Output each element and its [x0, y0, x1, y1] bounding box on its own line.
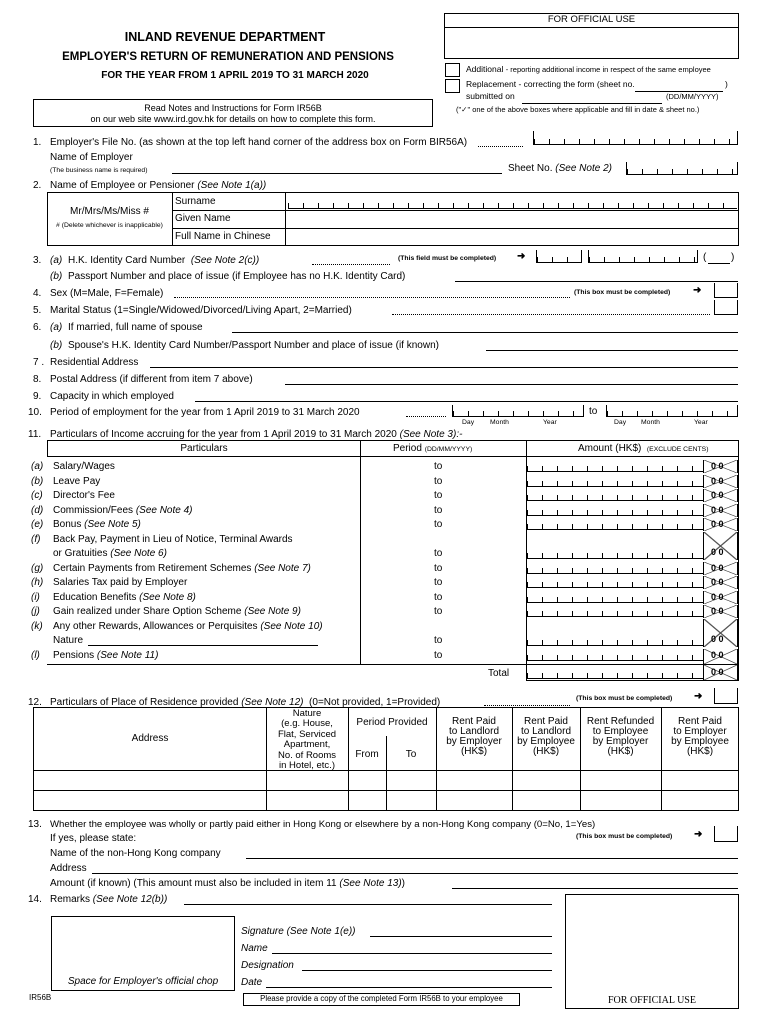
if-yes-label: If yes, please state:: [50, 833, 137, 844]
item5-label: Marital Status (1=Single/Widowed/Divorced/Living Apart, 2=Married): [50, 305, 352, 316]
cents-text: 0 0: [711, 476, 724, 486]
row-d-to: to: [434, 505, 443, 516]
cents-text: 0 0: [711, 519, 724, 529]
item14-label: Remarks (See Note 12(b)): [50, 894, 168, 905]
chinese-name-field[interactable]: [288, 229, 737, 245]
item2-label: Name of Employee or Pensioner (See Note 1(a)): [50, 180, 267, 191]
row-c-label: Director's Fee: [53, 490, 115, 501]
item12-dots: [484, 705, 570, 706]
row-a-to: to: [434, 461, 443, 472]
to-label: to: [589, 406, 598, 417]
row-b-label: Leave Pay: [53, 476, 101, 487]
employer-name-label: Name of Employer: [50, 152, 133, 163]
col-particulars: Particulars: [180, 443, 228, 454]
row-g-label: Certain Payments from Retirement Schemes (See Note 7): [53, 563, 311, 574]
row-f-amount[interactable]: [527, 547, 703, 559]
row-e-letter: (e): [31, 519, 44, 530]
row-g-letter: (g): [31, 563, 44, 574]
row-b-to: to: [434, 476, 443, 487]
residential-address-line[interactable]: [150, 367, 738, 368]
form-code: IR56B: [29, 993, 52, 1002]
designation-line[interactable]: [302, 970, 552, 971]
cents-text: 0 0: [711, 461, 724, 471]
spouse-id-line[interactable]: [486, 350, 738, 351]
item12-number: 12.: [28, 697, 42, 708]
row-k-label: Any other Rewards, Allowances or Perquisites (See Note 10): [53, 621, 323, 632]
row-i-amount[interactable]: [527, 591, 703, 603]
row-e-cents: [703, 518, 738, 531]
row-b-cents: [703, 475, 738, 488]
row-f-to: to: [434, 548, 443, 559]
arrow-right-icon: ➜: [693, 285, 702, 296]
company-address-line[interactable]: [92, 873, 738, 874]
item5-dots: [392, 314, 710, 315]
replacement-label: Replacement - correcting the form (sheet no.: [466, 79, 635, 89]
row-a-label: Salary/Wages: [53, 461, 115, 472]
row-i-to: to: [434, 592, 443, 603]
non-hk-company-field[interactable]: [714, 826, 738, 842]
item9-label: Capacity in which employed: [50, 391, 174, 402]
item3a-label: H.K. Identity Card Number (See Note 2(c)): [68, 255, 260, 266]
hkid-close: ): [731, 252, 735, 263]
item5-number: 5.: [33, 305, 42, 316]
business-name-note: (The business name is required): [50, 167, 148, 174]
item3a-must: (This field must be completed): [398, 255, 497, 262]
item9-number: 9.: [33, 391, 42, 402]
month-label: Month: [490, 419, 509, 426]
year-label: Year: [543, 419, 557, 426]
item6b-label: Spouse's H.K. Identity Card Number/Passport Number and place of issue (if known): [68, 340, 439, 351]
item2-number: 2.: [33, 180, 42, 191]
row-f-label2: or Gratuities (See Note 6): [53, 548, 167, 559]
item3-number: 3.: [33, 255, 42, 266]
item1-dots: [478, 146, 523, 147]
department-name: INLAND REVENUE DEPARTMENT: [124, 30, 326, 44]
cents-text: 0 0: [711, 577, 724, 587]
col-from: From: [355, 749, 379, 760]
item3b-letter: (b): [50, 271, 63, 282]
row-f-letter: (f): [31, 534, 41, 545]
residence-provided-field[interactable]: [714, 688, 738, 704]
row-e-label: Bonus (See Note 5): [53, 519, 141, 530]
col-rent-landlord-employer: Rent Paid to Landlord by Employer (HK$): [446, 716, 502, 757]
item3b-label: Passport Number and place of issue (if Employee has no H.K. Identity Card): [68, 271, 406, 282]
notes-line1: Read Notes and Instructions for Form IR56B: [144, 103, 322, 113]
item7-label: Residential Address: [50, 357, 139, 368]
row-d-cents: [703, 504, 738, 517]
item12-label: Particulars of Place of Residence provided (See Note 12) (0=Not provided, 1=Provided): [50, 697, 441, 708]
hkid-number-field[interactable]: [588, 250, 698, 263]
row-l-to: to: [434, 650, 443, 661]
submitted-on-line[interactable]: [522, 103, 662, 104]
row-c-to: to: [434, 490, 443, 501]
item6-number: 6.: [33, 322, 42, 333]
row-f-label: Back Pay, Payment in Lieu of Notice, Terminal Awards: [53, 534, 293, 545]
row-e-to: to: [434, 519, 443, 530]
row-d-label: Commission/Fees (See Note 4): [53, 505, 193, 516]
name-line[interactable]: [272, 953, 552, 954]
cents-text: 0 0: [711, 667, 724, 677]
item1-label: Employer's File No. (as shown at the top left hand corner of the address box on Form BIR56A): [50, 137, 468, 148]
row-k-nature: Nature: [53, 635, 84, 646]
replacement-close: ): [725, 79, 728, 89]
item8-number: 8.: [33, 374, 42, 385]
row-a-amount[interactable]: [527, 460, 703, 472]
capacity-line[interactable]: [195, 401, 738, 402]
form-title: EMPLOYER'S RETURN OF REMUNERATION AND PENSIONS: [62, 51, 394, 63]
month-label: Month: [641, 419, 660, 426]
arrow-right-icon: ➜: [517, 251, 526, 262]
income-table-header-bottom: [47, 456, 739, 457]
signature-label: Signature (See Note 1(e)): [241, 926, 356, 937]
additional-checkbox[interactable]: [445, 63, 460, 77]
surname-field[interactable]: [288, 196, 737, 209]
row-l-cents: [703, 649, 738, 664]
item11-label: Particulars of Income accruing for the year from 1 April 2019 to 31 March 2020 (See Note 3):-: [50, 429, 463, 440]
row-d-letter: (d): [31, 505, 44, 516]
item4-number: 4.: [33, 288, 42, 299]
official-use-box-bottom: [565, 894, 739, 1009]
item4-must: (This box must be completed): [574, 289, 671, 296]
official-use-bottom-label: FOR OFFICIAL USE: [608, 995, 696, 1006]
notes-line2: on our web site www.ird.gov.hk for details on how to complete this form.: [90, 114, 376, 124]
employment-start-field[interactable]: [452, 405, 584, 417]
total-label: Total: [488, 668, 510, 679]
year-line: FOR THE YEAR FROM 1 APRIL 2019 TO 31 MARCH 2020: [101, 70, 369, 81]
row-k-letter: (k): [31, 621, 43, 632]
row-j-label: Gain realized under Share Option Scheme (See Note 9): [53, 606, 301, 617]
item6b-letter: (b): [50, 340, 63, 351]
employer-file-no-field[interactable]: [533, 131, 738, 145]
company-name-line[interactable]: [246, 858, 738, 859]
income-table-bottom: [47, 664, 739, 665]
total-cents: [703, 665, 738, 680]
item3a-dots: [312, 264, 390, 265]
name-label: Name: [241, 943, 268, 954]
passport-line[interactable]: [455, 281, 738, 282]
row-e-amount[interactable]: [527, 518, 703, 530]
official-use-label: FOR OFFICIAL USE: [547, 14, 636, 25]
employer-chop-box[interactable]: [51, 916, 235, 991]
row-g-cents: [703, 562, 738, 575]
row-j-letter: (j): [31, 606, 40, 617]
item14-number: 14.: [28, 894, 42, 905]
hkid-open: (: [703, 252, 707, 263]
item4-dots: [174, 297, 570, 298]
date-line[interactable]: [266, 987, 552, 988]
tick-note: ("✓" one of the above boxes where applicable and fill in date & sheet no.): [456, 105, 700, 114]
sex-field[interactable]: [714, 283, 738, 298]
row-a-cents: [703, 460, 738, 473]
date-label: Date: [241, 977, 263, 988]
item3a-letter: (a): [50, 255, 63, 266]
replacement-checkbox[interactable]: [445, 79, 460, 93]
row-i-cents: [703, 591, 738, 604]
row-j-cents: [703, 605, 738, 618]
cents-text: 0 0: [711, 634, 724, 644]
income-table-top: [47, 440, 739, 441]
title-label: Mr/Mrs/Ms/Miss #: [70, 206, 149, 217]
date-format: (DD/MM/YYYY): [666, 92, 719, 101]
nature-line[interactable]: [88, 645, 318, 646]
col-nature: Nature (e.g. House, Flat, Serviced Apartment, No. of Rooms in Hotel, etc.): [277, 708, 337, 772]
cents-text: 0 0: [711, 547, 724, 557]
row-h-amount[interactable]: [527, 576, 703, 588]
arrow-right-icon: ➜: [694, 691, 703, 702]
employment-end-field[interactable]: [606, 405, 738, 417]
official-use-header: [445, 14, 738, 28]
col-to: To: [405, 749, 417, 760]
notes-box: [33, 99, 433, 127]
item11-number: 11.: [28, 429, 42, 440]
designation-label: Designation: [241, 960, 294, 971]
official-use-box-top: [444, 13, 739, 59]
surname-label: Surname: [175, 196, 216, 207]
year-label: Year: [694, 419, 708, 426]
item6a-label: If married, full name of spouse: [68, 322, 203, 333]
row-d-amount[interactable]: [527, 504, 703, 516]
row-k-cents: [703, 619, 738, 647]
row-h-to: to: [434, 577, 443, 588]
item7-number: 7 .: [33, 357, 45, 368]
row-i-label: Education Benefits (See Note 8): [53, 592, 196, 603]
item13-label: Whether the employee was wholly or partly paid either in Hong Kong or elsewhere by a non-Hong Kong company (0=No, 1=Yes): [50, 819, 596, 830]
item6a-letter: (a): [50, 322, 63, 333]
marital-status-field[interactable]: [714, 300, 738, 315]
chinese-name-label: Full Name in Chinese: [175, 231, 271, 242]
item13-must: (This box must be completed): [576, 833, 673, 840]
company-name-label: Name of the non-Hong Kong company: [50, 848, 221, 859]
submitted-on-label: submitted on: [466, 91, 515, 101]
spouse-name-line[interactable]: [232, 332, 738, 333]
postal-address-line[interactable]: [285, 384, 738, 385]
col-period: Period (DD/MM/YYYY): [393, 443, 473, 454]
item10-number: 10.: [28, 407, 42, 418]
row-h-letter: (h): [31, 577, 44, 588]
additional-label: Additional - reporting additional income in respect of the same employee: [466, 64, 711, 74]
total-amount[interactable]: [527, 667, 703, 679]
row-f-cents: [703, 532, 738, 560]
row-k-to: to: [434, 635, 443, 646]
day-label: Day: [462, 419, 475, 426]
row-j-to: to: [434, 606, 443, 617]
row-j-amount[interactable]: [527, 605, 703, 617]
row-i-letter: (i): [31, 592, 40, 603]
given-name-field[interactable]: [288, 211, 737, 227]
row-c-cents: [703, 489, 738, 502]
cents-text: 0 0: [711, 606, 724, 616]
row-l-label: Pensions (See Note 11): [53, 650, 159, 661]
row-g-to: to: [434, 563, 443, 574]
company-address-label: Address: [50, 863, 87, 874]
title-note: # (Delete whichever is inapplicable): [56, 222, 163, 229]
cents-text: 0 0: [711, 563, 724, 573]
cents-text: 0 0: [711, 592, 724, 602]
col-rent-landlord-employee: Rent Paid to Landlord by Employee (HK$): [517, 716, 575, 757]
given-name-label: Given Name: [175, 213, 231, 224]
arrow-right-icon: ➜: [694, 829, 703, 840]
col-period-provided: Period Provided: [356, 717, 428, 728]
hkid-prefix-field[interactable]: [536, 250, 582, 263]
item13-number: 13.: [28, 819, 42, 830]
row-c-letter: (c): [31, 490, 43, 501]
sheet-no-field[interactable]: [626, 162, 738, 175]
row-b-amount[interactable]: [527, 475, 703, 487]
row-a-letter: (a): [31, 461, 44, 472]
item12-must: (This box must be completed): [576, 695, 673, 702]
chop-label: Space for Employer's official chop: [67, 976, 219, 987]
item4-label: Sex (M=Male, F=Female): [50, 288, 164, 299]
hkid-check-digit-field[interactable]: [708, 250, 730, 264]
cents-text: 0 0: [711, 505, 724, 515]
col-amount: Amount (HK$) (EXCLUDE CENTS): [578, 443, 709, 454]
sheet-no-label: Sheet No. (See Note 2): [508, 163, 612, 174]
item8-label: Postal Address (if different from item 7 above): [50, 374, 253, 385]
row-g-amount[interactable]: [527, 562, 703, 574]
remarks-line[interactable]: [184, 904, 552, 905]
item10-label: Period of employment for the year from 1 April 2019 to 31 March 2020: [50, 407, 360, 418]
item10-dots: [406, 416, 446, 417]
employer-name-line[interactable]: [172, 173, 502, 174]
amount-label: Amount (if known) (This amount must also be included in item 11 (See Note 13)): [50, 878, 406, 889]
row-c-amount[interactable]: [527, 489, 703, 501]
copy-note-box: [243, 993, 520, 1006]
day-label: Day: [614, 419, 627, 426]
col-address: Address: [131, 733, 169, 744]
cents-text: 0 0: [711, 650, 724, 660]
row-l-letter: (l): [31, 650, 40, 661]
row-b-letter: (b): [31, 476, 44, 487]
row-k-amount[interactable]: [527, 634, 703, 646]
row-l-amount[interactable]: [527, 649, 703, 661]
copy-note: Please provide a copy of the completed Form IR56B to your employee: [260, 994, 503, 1003]
item1-number: 1.: [33, 137, 42, 148]
signature-line[interactable]: [370, 936, 552, 937]
row-h-label: Salaries Tax paid by Employer: [53, 577, 188, 588]
amount-line[interactable]: [452, 888, 738, 889]
col-rent-paid-employer: Rent Paid to Employer by Employee (HK$): [671, 716, 729, 757]
cents-text: 0 0: [711, 490, 724, 500]
row-h-cents: [703, 576, 738, 589]
col-rent-refunded: Rent Refunded to Employee by Employer (HK$): [586, 716, 655, 757]
